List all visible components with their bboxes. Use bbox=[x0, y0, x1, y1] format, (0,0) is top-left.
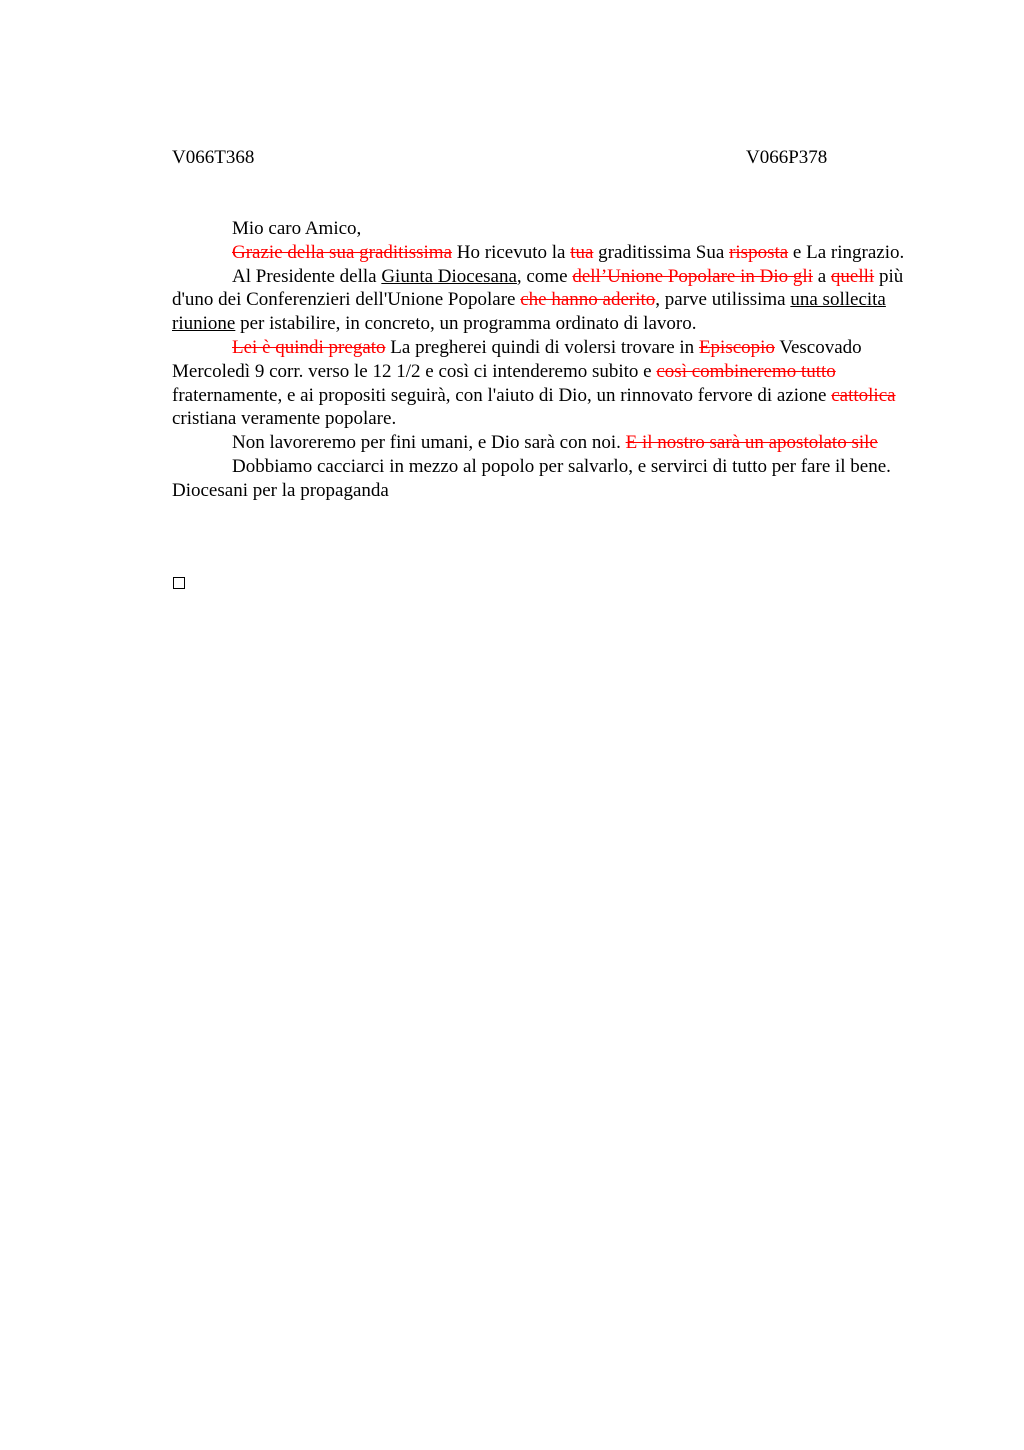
paragraph-4 bbox=[172, 431, 932, 455]
paragraph-text: Dobbiamo cacciarci in mezzo al popolo per salvarlo, e servirci di tutto per fare il bene. bbox=[232, 455, 891, 477]
paragraph-2 bbox=[172, 265, 932, 336]
paragraph-text: , come bbox=[516, 265, 573, 287]
underlined-text: una sollecita riunione bbox=[172, 289, 886, 335]
deleted-text: Lei è quindi pregato bbox=[232, 336, 386, 358]
deleted-text: quelli bbox=[830, 265, 875, 287]
paragraph-text: Vescovado Mercoledì 9 corr. verso le 12 1/2 e così ci intenderemo subito e bbox=[172, 336, 862, 382]
paragraph-text: per istabilire, in concreto, un programma ordinato di lavoro. bbox=[235, 313, 697, 335]
empty-square-icon bbox=[173, 577, 185, 589]
paragraph-text: , parve utilissima bbox=[655, 289, 791, 311]
deleted-text: Grazie della sua graditissima bbox=[232, 241, 453, 263]
underlined-text: Giunta Diocesana bbox=[381, 265, 517, 287]
paragraph-text: graditissima Sua bbox=[593, 241, 730, 263]
paragraph-note: Diocesani per la propaganda bbox=[172, 455, 910, 501]
paragraph-text: Ho ricevuto la bbox=[452, 241, 571, 263]
paragraph-text: cristiana veramente popolare. bbox=[172, 408, 397, 430]
salutation bbox=[172, 217, 932, 241]
deleted-text: Episcopio bbox=[698, 336, 775, 358]
deleted-text: E il nostro sarà un apostolato sile bbox=[625, 432, 878, 454]
paragraph-text: più d'uno dei Conferenzieri dell'Unione Popolare bbox=[172, 265, 904, 311]
paragraph-text: e La ringrazio. bbox=[788, 241, 905, 263]
paragraph-3 bbox=[172, 336, 932, 431]
deleted-text: così combineremo tutto bbox=[656, 360, 836, 382]
header-right-code: V066P378 bbox=[746, 147, 828, 168]
paragraph-text: a bbox=[812, 265, 831, 287]
paragraph-text: Al Presidente della bbox=[232, 265, 382, 287]
paragraph-text: Non lavoreremo per fini umani, e Dio sarà con noi. bbox=[232, 432, 626, 454]
deleted-text: risposta bbox=[729, 241, 789, 263]
paragraph-text: La pregherei quindi di volersi trovare in bbox=[385, 336, 699, 358]
deleted-text: tua bbox=[570, 241, 594, 263]
deleted-text: che hanno aderito bbox=[520, 289, 656, 311]
deleted-text: dell’Unione Popolare in Dio gli bbox=[572, 265, 813, 287]
letter-body bbox=[172, 217, 932, 503]
header-left-code: V066T368 bbox=[172, 147, 255, 168]
salutation-text: Mio caro Amico, bbox=[232, 218, 362, 239]
paragraph-5 bbox=[172, 455, 932, 503]
deleted-text: cattolica bbox=[831, 384, 896, 406]
paragraph-1 bbox=[172, 241, 932, 265]
paragraph-text: fraternamente, e ai propositi seguirà, con l'aiuto di Dio, un rinnovato fervore di azione bbox=[172, 384, 832, 406]
